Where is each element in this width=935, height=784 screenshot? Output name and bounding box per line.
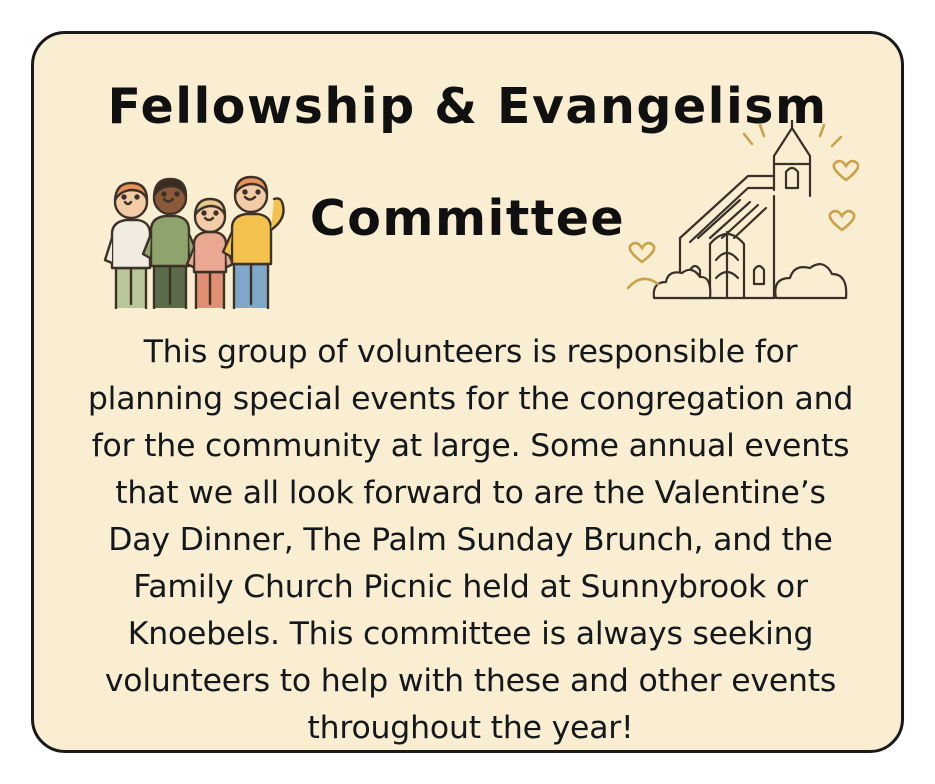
committee-description: This group of volunteers is responsible for planning special events for the congregation and for the community at large. Some annual events that we all look forward to are the Valentine’s Day Dinner, The Palm Sunday Brunch, and the Family Church Picnic held at Sunnybrook or Knoebels. This committee is always seeking volunteers to help with these and other events throughout the year! [87,334,854,746]
group-of-people-icon [102,164,322,309]
church-icon [624,120,859,335]
title-line-1: Fellowship & Evangelism [107,78,828,135]
info-card [31,31,904,753]
title-line-2: Committee [309,189,626,247]
